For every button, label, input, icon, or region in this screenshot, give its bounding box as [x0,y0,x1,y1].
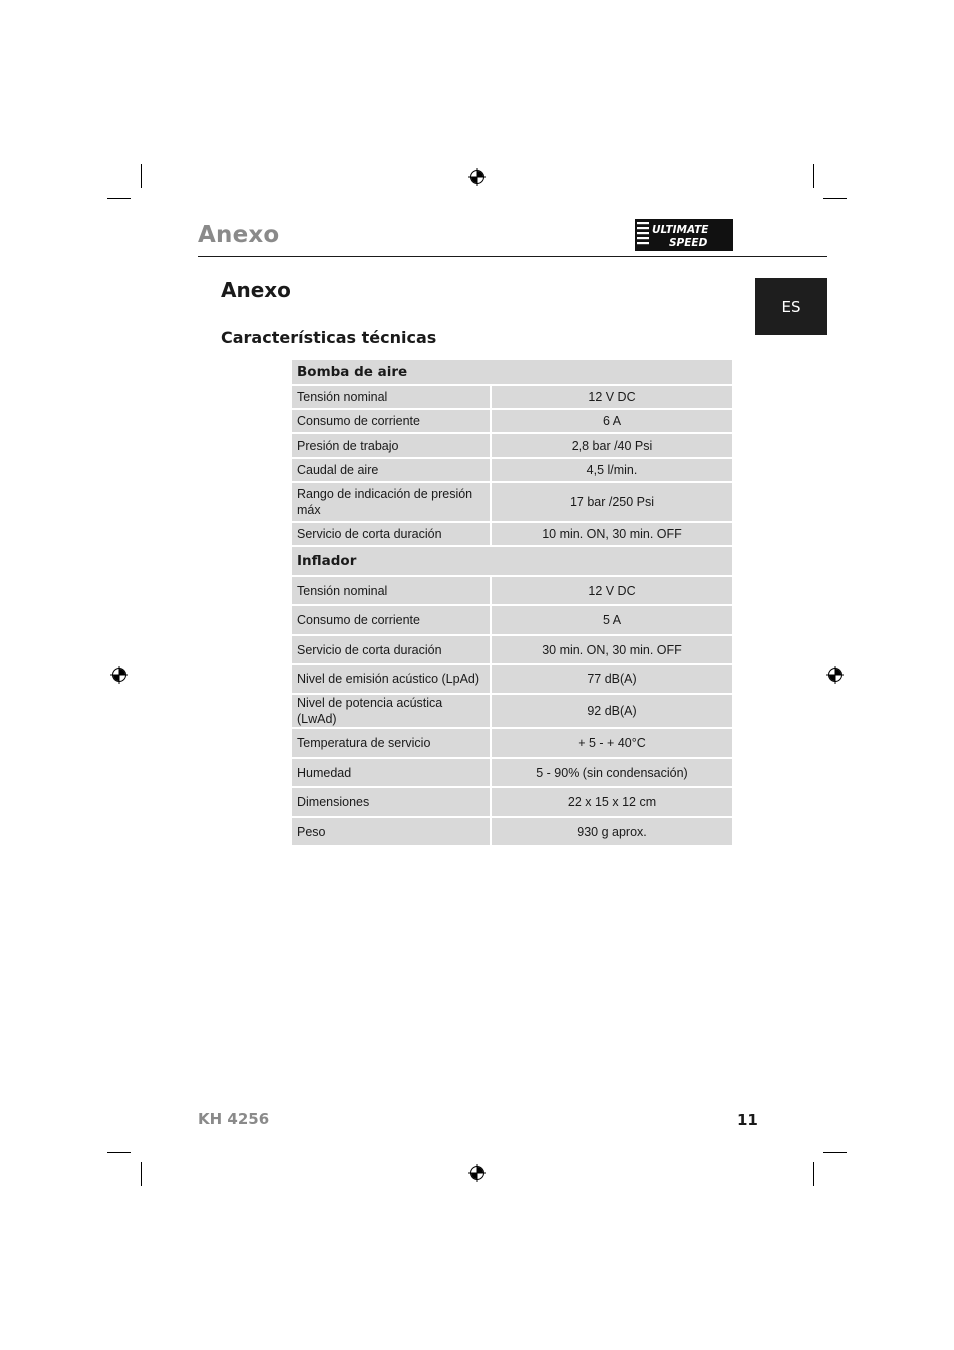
logo-line2: SPEED [669,237,708,249]
crop-mark [107,198,131,199]
spec-label: Nivel de emisión acústico (LpAd) [291,664,491,694]
spec-value: 4,5 l/min. [491,458,733,482]
spec-label: Tensión nominal [291,385,491,409]
spec-label: Consumo de corriente [291,409,491,433]
spec-value: 30 min. ON, 30 min. OFF [491,635,733,664]
table-row [291,728,733,758]
running-title: Anexo [198,222,280,248]
sub-title: Características técnicas [221,328,437,347]
registration-mark-icon [468,168,486,186]
spec-value: 77 dB(A) [491,664,733,694]
spec-value: 5 - 90% (sin condensación) [491,758,733,787]
table-row [291,758,733,787]
spec-label: Servicio de corta duración [291,635,491,664]
spec-value: 2,8 bar /40 Psi [491,433,733,458]
spec-value: 10 min. ON, 30 min. OFF [491,522,733,546]
spec-label: Caudal de aire [291,458,491,482]
table-row [291,787,733,817]
crop-mark [813,1162,814,1186]
table-row [291,522,733,546]
crop-mark [823,198,847,199]
group-title: Inflador [291,546,733,576]
section-title: Anexo [221,278,291,302]
spec-label: Consumo de corriente [291,605,491,635]
spec-label: Tensión nominal [291,576,491,605]
registration-mark-icon [826,666,844,684]
spec-label: Presión de trabajo [291,433,491,458]
registration-mark-icon [110,666,128,684]
crop-mark [107,1152,131,1153]
group-header-row [291,546,733,576]
spec-label: Nivel de potencia acústica (LwAd) [291,694,491,728]
spec-value: 5 A [491,605,733,635]
crop-mark [823,1152,847,1153]
table-row [291,664,733,694]
table-row [291,817,733,846]
spec-table [290,360,734,847]
table-row [291,409,733,433]
spec-label: Temperatura de servicio [291,728,491,758]
table-row [291,433,733,458]
spec-label: Humedad [291,758,491,787]
group-header-row [291,360,733,385]
spec-value: 6 A [491,409,733,433]
table-row [291,694,733,728]
crop-mark [141,164,142,188]
registration-mark-icon [468,1164,486,1182]
header-rule [198,256,827,257]
spec-label: Peso [291,817,491,846]
crop-mark [813,164,814,188]
spec-value: 12 V DC [491,576,733,605]
spec-value: + 5 - + 40°C [491,728,733,758]
table-row [291,482,733,522]
spec-label: Rango de indicación de presión máx [291,482,491,522]
table-row [291,385,733,409]
logo-line1: ULTIMATE [652,224,709,236]
group-title: Bomba de aire [291,360,733,385]
spec-value: 17 bar /250 Psi [491,482,733,522]
table-row [291,635,733,664]
table-row [291,458,733,482]
spec-value: 92 dB(A) [491,694,733,728]
language-tab: ES [755,278,827,335]
spec-value: 22 x 15 x 12 cm [491,787,733,817]
table-row [291,576,733,605]
spec-value: 12 V DC [491,385,733,409]
ultimate-speed-logo [635,219,733,251]
crop-mark [141,1162,142,1186]
page-number: 11 [737,1111,758,1129]
footer-model: KH 4256 [198,1110,270,1128]
spec-label: Dimensiones [291,787,491,817]
spec-value: 930 g aprox. [491,817,733,846]
spec-label: Servicio de corta duración [291,522,491,546]
table-row [291,605,733,635]
